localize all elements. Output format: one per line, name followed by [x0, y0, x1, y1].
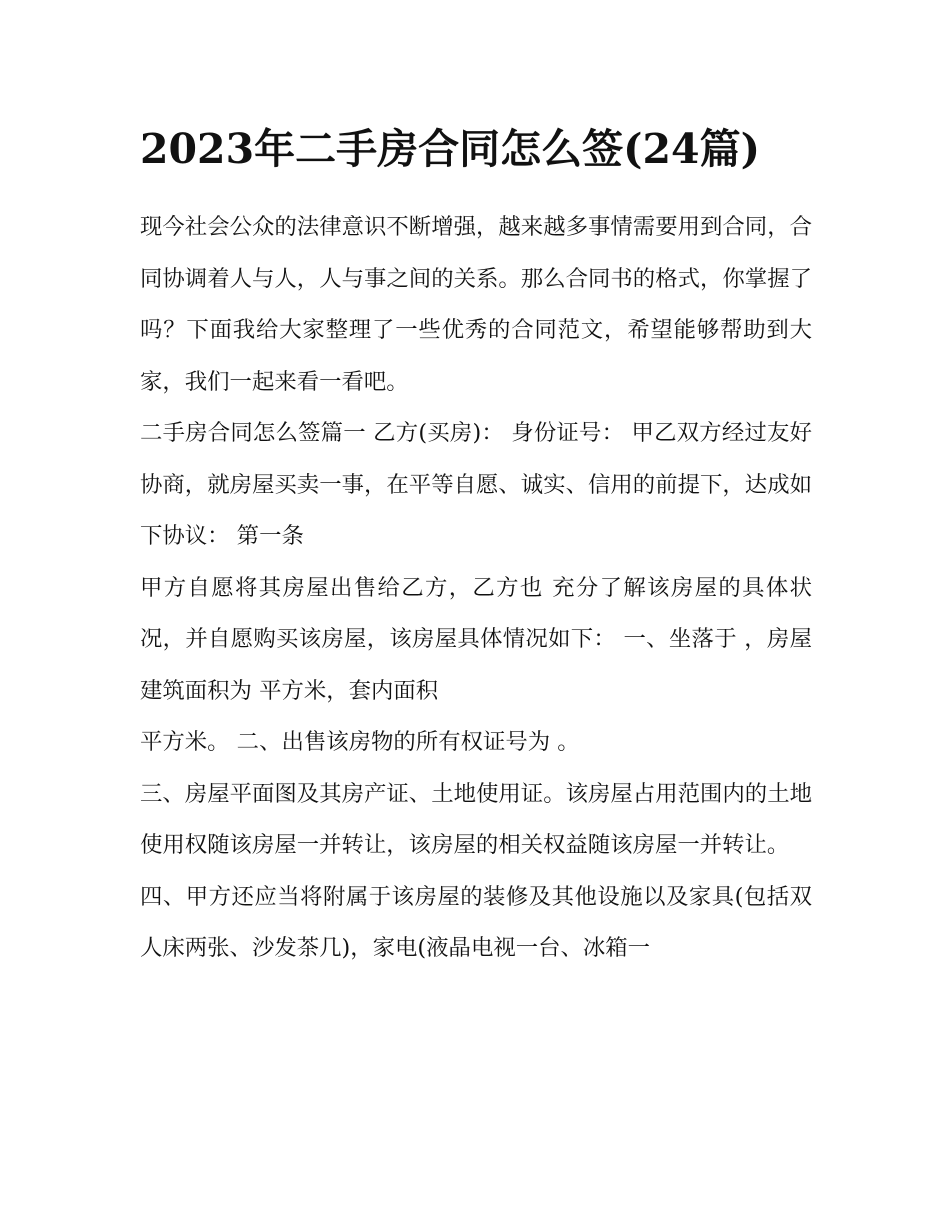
paragraph-furnishings: 四、甲方还应当将附属于该房屋的装修及其他设施以及家具(包括双人床两张、沙发茶几)，家电(液晶电视一台、冰箱一 — [140, 883, 812, 961]
paragraph-intro: 现今社会公众的法律意识不断增强，越来越多事情需要用到合同，合同协调着人与人，人与事之间的关系。那么合同书的格式，你掌握了吗？下面我给大家整理了一些优秀的合同范文，希望能够帮助到大家，我们一起来看一看吧。 — [140, 214, 812, 395]
paragraph-contract-opening: 二手房合同怎么签篇一 乙方(买房)： 身份证号： 甲乙双方经过友好协商，就房屋买卖一事，在平等自愿、诚实、信用的前提下，达成如下协议： 第一条 — [140, 420, 812, 549]
paragraph-land-use-rights: 三、房屋平面图及其房产证、土地使用证。该房屋占用范围内的土地使用权随该房屋一并转让，该房屋的相关权益随该房屋一并转让。 — [140, 780, 812, 858]
paragraph-property-description: 甲方自愿将其房屋出售给乙方，乙方也 充分了解该房屋的具体状况，并自愿购买该房屋，该房屋具体情况如下： 一、坐落于 ，房屋建筑面积为 平方米，套内面积 — [140, 574, 812, 704]
document-title: 2023年二手房合同怎么签(24篇) — [140, 125, 760, 173]
paragraph-ownership-certificate: 平方米。 二、出售该房物的所有权证号为 。 — [140, 729, 580, 755]
document-page — [140, 112, 812, 975]
